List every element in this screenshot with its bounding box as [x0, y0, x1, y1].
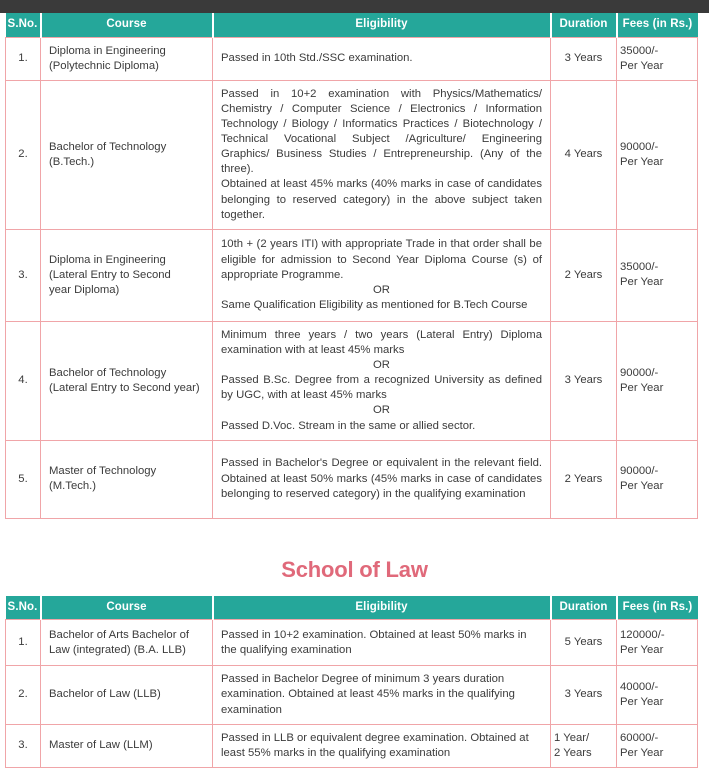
row-eligibility	[213, 666, 551, 724]
row-course	[41, 724, 213, 767]
column-header-eligibility: Eligibility	[213, 596, 551, 620]
page-title: School of Law	[281, 556, 428, 582]
law-table-wrapper	[5, 596, 697, 768]
row-eligibility	[213, 620, 551, 666]
row-duration: 3 Years	[551, 37, 617, 80]
course-line: (Polytechnic Diploma)	[49, 59, 159, 72]
eligibility-paragraph: 10th + (2 years ITI) with appropriate Trade in that order shall be eligible for admission to Second Year Diploma Course (s) of appropriate Programme.	[221, 238, 542, 281]
row-duration: 3 Years	[551, 321, 617, 440]
fees-period: Per Year	[620, 276, 664, 289]
eligibility-paragraph: Passed in 10+2 examination with Physics/Mathematics/ Chemistry / Computer Science / Electronics / Information Technology / Biology / Informatics Practices / Biotechnology / Technical Vocational Subject /Agriculture/ Engineering Graphics/ Business Studies / Entrepreneurship. (Any of the three).	[221, 87, 542, 176]
table-row	[6, 440, 698, 518]
top-dark-band	[0, 0, 709, 13]
row-sno: 1.	[6, 37, 41, 80]
row-fees	[617, 440, 698, 518]
row-sno: 5.	[6, 440, 41, 518]
row-eligibility	[213, 37, 551, 80]
row-fees	[617, 80, 698, 229]
row-duration: 5 Years	[551, 620, 617, 666]
fees-amount: 60000/-	[620, 731, 659, 744]
course-line: Master of Law (LLM)	[49, 739, 153, 752]
row-course	[41, 37, 213, 80]
course-line: Diploma in Engineering	[49, 253, 166, 266]
eligibility-or: OR	[373, 359, 390, 372]
course-line: (Lateral Entry to Second year)	[49, 381, 200, 394]
course-line: Bachelor of Technology	[49, 366, 167, 379]
column-header-fees: Fees (in Rs.)	[617, 596, 698, 620]
column-header-sno: S.No.	[6, 596, 41, 620]
eligibility-text: Passed in 10th Std./SSC examination.	[221, 52, 413, 65]
fees-amount: 90000/-	[620, 366, 659, 379]
course-line: Bachelor of Law (LLB)	[49, 688, 161, 701]
table-header-row	[6, 13, 698, 37]
eligibility-paragraph: Obtained at least 45% marks (40% marks in case of candidates belonging to reserved category) in the above subject taken together.	[221, 178, 542, 221]
row-sno: 3.	[6, 229, 41, 321]
fees-period: Per Year	[620, 59, 664, 72]
row-duration: 4 Years	[551, 80, 617, 229]
fees-amount: 120000/-	[620, 628, 665, 641]
duration-line: 1 Year/	[554, 731, 590, 744]
table-row	[6, 620, 698, 666]
row-sno: 3.	[6, 724, 41, 767]
course-line: year Diploma)	[49, 283, 120, 296]
fees-period: Per Year	[620, 381, 664, 394]
column-header-fees: Fees (in Rs.)	[617, 13, 698, 37]
row-eligibility	[213, 724, 551, 767]
fees-amount: 35000/-	[620, 261, 659, 274]
engineering-eligibility-table	[5, 13, 698, 519]
table-row	[6, 229, 698, 321]
eligibility-or: OR	[373, 283, 390, 296]
engineering-table-wrapper	[5, 13, 697, 519]
title-table-spacer	[0, 583, 709, 596]
eligibility-text: Passed in 10+2 examination. Obtained at least 50% marks in the qualifying examination	[221, 628, 527, 656]
column-header-eligibility: Eligibility	[213, 13, 551, 37]
eligibility-paragraph: Minimum three years / two years (Lateral Entry) Diploma examination with at least 45% marks	[221, 328, 542, 356]
course-line: Law (integrated) (B.A. LLB)	[49, 643, 186, 656]
row-course	[41, 321, 213, 440]
course-line: Diploma in Engineering	[49, 44, 166, 57]
course-line: (M.Tech.)	[49, 480, 97, 493]
eligibility-or: OR	[373, 404, 390, 417]
fees-amount: 90000/-	[620, 140, 659, 153]
course-line: (Lateral Entry to Second	[49, 268, 171, 281]
page-content	[0, 13, 709, 768]
column-header-sno: S.No.	[6, 13, 41, 37]
row-fees	[617, 321, 698, 440]
course-line: (B.Tech.)	[49, 155, 95, 168]
row-duration	[551, 724, 617, 767]
fees-amount: 40000/-	[620, 680, 659, 693]
column-header-course: Course	[41, 13, 213, 37]
fees-period: Per Year	[620, 480, 664, 493]
row-fees	[617, 37, 698, 80]
table-row	[6, 321, 698, 440]
duration-line: 2 Years	[554, 746, 592, 759]
row-sno: 4.	[6, 321, 41, 440]
school-of-law-title-block	[0, 551, 709, 583]
row-eligibility	[213, 440, 551, 518]
row-sno: 2.	[6, 80, 41, 229]
fees-period: Per Year	[620, 746, 664, 759]
table-header-row	[6, 596, 698, 620]
row-sno: 2.	[6, 666, 41, 724]
row-duration: 3 Years	[551, 666, 617, 724]
fees-amount: 90000/-	[620, 465, 659, 478]
table-row	[6, 666, 698, 724]
eligibility-paragraph: Same Qualification Eligibility as mentioned for B.Tech Course	[221, 298, 528, 311]
row-course	[41, 440, 213, 518]
table-row	[6, 80, 698, 229]
row-course	[41, 620, 213, 666]
row-course	[41, 666, 213, 724]
law-eligibility-table	[5, 596, 698, 768]
row-sno: 1.	[6, 620, 41, 666]
row-fees	[617, 666, 698, 724]
fees-period: Per Year	[620, 155, 664, 168]
row-course	[41, 229, 213, 321]
row-eligibility	[213, 80, 551, 229]
eligibility-text: Passed in Bachelor Degree of minimum 3 years duration examination. Obtained at least 45% marks in the qualifying examination	[221, 673, 515, 716]
course-line: Master of Technology	[49, 465, 157, 478]
column-header-course: Course	[41, 596, 213, 620]
row-eligibility	[213, 229, 551, 321]
row-fees	[617, 724, 698, 767]
row-duration: 2 Years	[551, 440, 617, 518]
fees-period: Per Year	[620, 695, 664, 708]
section-spacer	[0, 519, 709, 551]
row-fees	[617, 620, 698, 666]
course-line: Bachelor of Technology	[49, 140, 167, 153]
course-line: Bachelor of Arts Bachelor of	[49, 628, 190, 641]
row-fees	[617, 229, 698, 321]
fees-amount: 35000/-	[620, 44, 659, 57]
eligibility-paragraph: Passed D.Voc. Stream in the same or allied sector.	[221, 419, 476, 432]
row-eligibility	[213, 321, 551, 440]
row-duration: 2 Years	[551, 229, 617, 321]
column-header-duration: Duration	[551, 596, 617, 620]
fees-period: Per Year	[620, 643, 664, 656]
table-row	[6, 724, 698, 767]
table-row	[6, 37, 698, 80]
row-course	[41, 80, 213, 229]
column-header-duration: Duration	[551, 13, 617, 37]
eligibility-text: Passed in LLB or equivalent degree examination. Obtained at least 55% marks in the qualifying examination	[221, 731, 529, 759]
eligibility-paragraph: Passed B.Sc. Degree from a recognized University as defined by UGC, with at least 45% marks	[221, 374, 542, 402]
eligibility-text: Passed in Bachelor's Degree or equivalent in the relevant field. Obtained at least 50% marks (45% marks in case of candidates belonging to reserved category) in the qualifying examination	[221, 457, 542, 500]
